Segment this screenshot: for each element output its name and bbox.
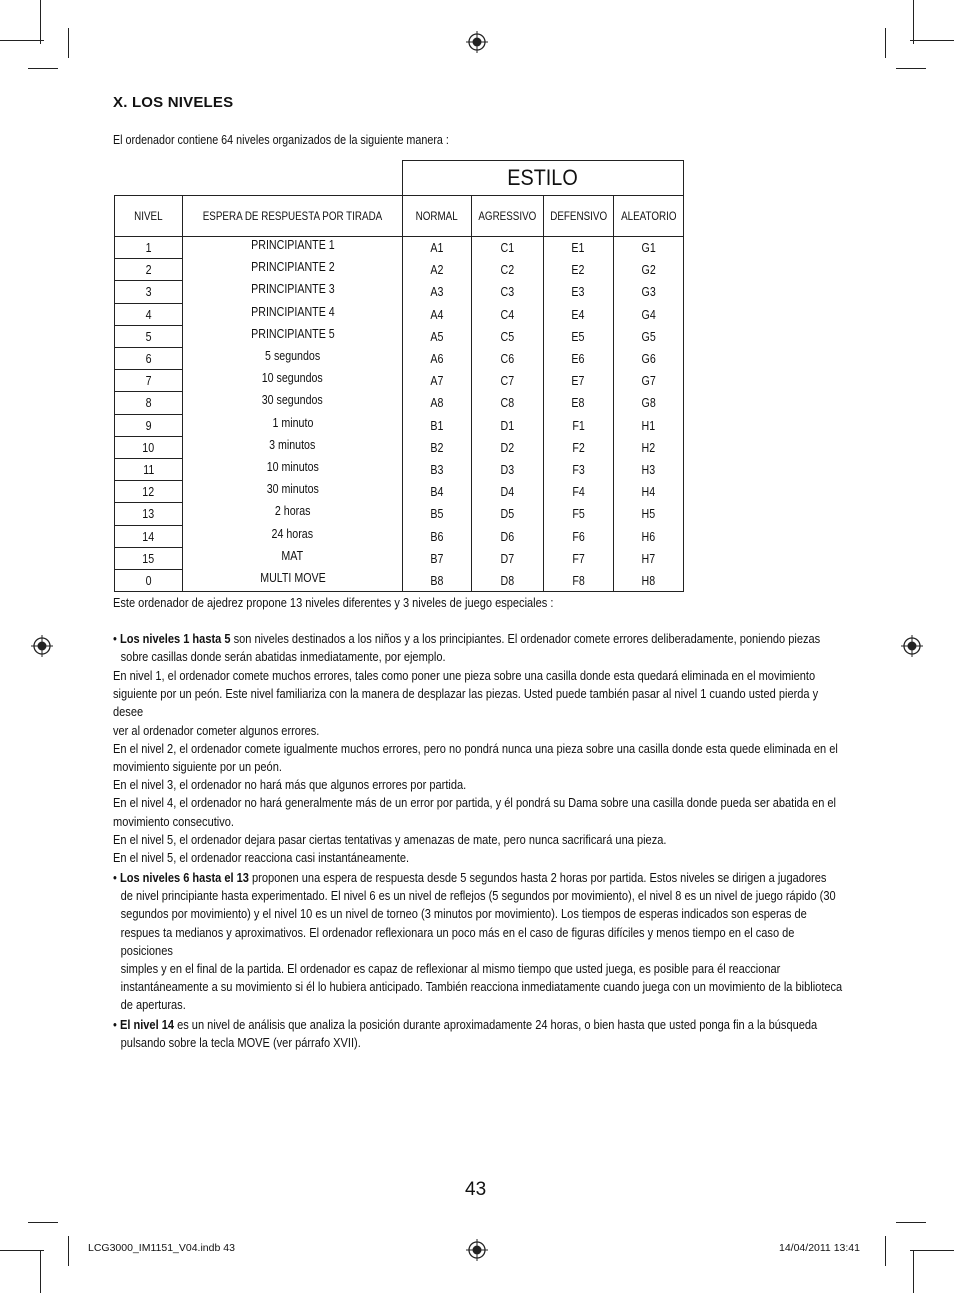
table-row xyxy=(115,459,684,481)
table-cell: G3 xyxy=(614,281,684,303)
table-cell: 30 segundos xyxy=(183,392,403,414)
table-row xyxy=(115,370,684,392)
crop-mark xyxy=(910,1250,954,1251)
table-cell: G6 xyxy=(614,348,684,370)
crop-mark xyxy=(40,1250,41,1293)
table-cell: A1 xyxy=(402,237,471,259)
table-cell: A8 xyxy=(402,392,471,414)
table-cell: B5 xyxy=(402,503,471,525)
paragraph-line: respues ta medianos y aproximativos. El ordenador reflexionara un poco más en el caso de figuras difíciles y menos tiempo en el caso de posiciones xyxy=(120,924,795,958)
table-cell: B8 xyxy=(402,570,471,592)
paragraph-line: En el nivel 2, el ordenador comete igualmente muchos errores, pero no pondrá nunca una pieza sobre una casilla donde esta quede eliminada en el xyxy=(113,740,838,756)
table-cell: B3 xyxy=(402,459,471,481)
crop-mark xyxy=(28,1222,58,1223)
table-row xyxy=(115,303,684,325)
table-cell: 11 xyxy=(115,459,183,481)
table-cell: C6 xyxy=(471,348,543,370)
table-cell: C4 xyxy=(471,303,543,325)
table-row xyxy=(115,525,684,547)
table-row xyxy=(115,436,684,458)
crop-mark xyxy=(885,1236,886,1266)
section-heading: X. LOS NIVELES xyxy=(113,94,234,111)
table-row xyxy=(115,325,684,347)
table-row xyxy=(115,348,684,370)
table-cell: PRINCIPIANTE 2 xyxy=(183,259,403,281)
crop-mark xyxy=(885,28,886,58)
table-row xyxy=(115,503,684,525)
table-cell: E7 xyxy=(543,370,613,392)
crop-mark xyxy=(910,40,954,41)
crop-mark xyxy=(896,68,926,69)
table-cell: 5 xyxy=(115,325,183,347)
table-cell: 3 minutos xyxy=(183,436,403,458)
table-cell: D1 xyxy=(471,414,543,436)
table-row xyxy=(115,237,684,259)
table-cell: D3 xyxy=(471,459,543,481)
table-cell: A3 xyxy=(402,281,471,303)
table-row xyxy=(115,547,684,569)
page-number: 43 xyxy=(465,1179,487,1200)
table-cell: 10 minutos xyxy=(183,459,403,481)
table-cell: B1 xyxy=(402,414,471,436)
table-cell: E6 xyxy=(543,348,613,370)
table-cell: A6 xyxy=(402,348,471,370)
bullet-text: son niveles destinados a los niños y a los principiantes. El ordenador comete errores deliberadamente, poniendo piezas xyxy=(230,631,821,646)
table-cell: G7 xyxy=(614,370,684,392)
footer-timestamp: 14/04/2011 13:41 xyxy=(779,1242,860,1254)
table-cell: 12 xyxy=(115,481,183,503)
table-cell: E8 xyxy=(543,392,613,414)
column-header: NORMAL xyxy=(402,196,471,237)
table-cell: E1 xyxy=(543,237,613,259)
column-header: AGRESSIVO xyxy=(471,196,543,237)
table-cell: A4 xyxy=(402,303,471,325)
bullet-text: sobre casillas donde serán abatidas inmediatamente, por ejemplo. xyxy=(120,649,446,665)
table-cell: 15 xyxy=(115,547,183,569)
table-cell: G4 xyxy=(614,303,684,325)
table-cell: B4 xyxy=(402,481,471,503)
bullet-text: es un nivel de análisis que analiza la posición durante aproximadamente 24 horas, o bien hasta que usted ponga fin a la búsqueda xyxy=(174,1017,818,1032)
bullet-lead: Los niveles 1 hasta 5 xyxy=(119,631,231,646)
table-cell: B6 xyxy=(402,525,471,547)
table-cell: C3 xyxy=(471,281,543,303)
paragraph-line: En el nivel 3, el ordenador no hará más que algunos errores por partida. xyxy=(113,777,467,793)
table-cell: F8 xyxy=(543,570,613,592)
registration-mark-icon xyxy=(466,1239,488,1261)
crop-mark xyxy=(896,1222,926,1223)
table-cell: D2 xyxy=(471,436,543,458)
paragraph-line: En el nivel 5, el ordenador reacciona casi instantáneamente. xyxy=(113,850,410,866)
table-cell: E2 xyxy=(543,259,613,281)
table-cell: H2 xyxy=(614,436,684,458)
paragraph-line: En el nivel 4, el ordenador no hará generalmente más de un error por partida, y él pondrá su Dama sobre una casilla donde pueda ser abatida en el xyxy=(113,795,837,811)
table-cell: MULTI MOVE xyxy=(183,570,403,592)
table-cell: E4 xyxy=(543,303,613,325)
table-cell: A2 xyxy=(402,259,471,281)
table-cell: 9 xyxy=(115,414,183,436)
paragraph-line: instantáneamente a su movimiento si él lo hubiera anticipado. También reacciona inmediatamente cuando juega con un movimiento de la biblioteca xyxy=(120,979,843,995)
table-cell: 14 xyxy=(115,525,183,547)
table-cell: E3 xyxy=(543,281,613,303)
table-cell: 5 segundos xyxy=(183,348,403,370)
table-cell: 1 minuto xyxy=(183,414,403,436)
bullet-lead: El nivel 14 xyxy=(119,1017,175,1032)
table-cell: 13 xyxy=(115,503,183,525)
paragraph-line: siguiente por un peón. Este nivel familiariza con la manera de desplazar las piezas. Usted puede también pasar al nivel 1 cuando usted pierda y desee xyxy=(113,686,819,720)
paragraph-line: segundos por movimiento) y el nivel 10 es un nivel de torneo (3 minutos por movimiento). Los tiempos de esperas indicados son esperas de xyxy=(120,906,807,922)
table-cell: B7 xyxy=(402,547,471,569)
table-cell: 2 horas xyxy=(183,503,403,525)
crop-mark xyxy=(0,40,44,41)
table-cell: PRINCIPIANTE 1 xyxy=(183,237,403,259)
crop-mark xyxy=(68,1236,69,1266)
table-cell: 10 xyxy=(115,436,183,458)
table-cell: H4 xyxy=(614,481,684,503)
table-cell: H1 xyxy=(614,414,684,436)
bullet-lead: Los niveles 6 hasta el 13 xyxy=(119,870,249,885)
table-cell: 1 xyxy=(115,237,183,259)
levels-1-5-details xyxy=(113,667,838,867)
table-cell: PRINCIPIANTE 3 xyxy=(183,281,403,303)
bullet-levels-6-13: • Los niveles 6 hasta el 13 proponen una espera de respuesta desde 5 segundos hasta 2 horas por partida. Estos niveles se dirigen a jugadores de nivel principiante hasta experimentado. El nivel 6 es un nivel de reflejos (5 segundos por movimiento), el nivel 8 es un nivel de juego rápido (30 segundos por movimiento) y el nivel 10 es un nivel de torneo (3 minutos por movimiento). Los tiempos de esperas indicados son esperas de respues ta medianos y aproximativos. El ordenador reflexionara un poco más en el caso de figuras difíciles y menos tiempo en el caso de posiciones simples y en el final de la partida. El ordenador es capaz de reflexionar al mismo tiempo que usted juega, es posible para él reaccionar instantáneamente a su movimiento si él lo hubiera anticipado. También reacciona inmediatamente cuando juega con un movimiento de la biblioteca de aperturas. xyxy=(113,869,838,1015)
table-cell: 3 xyxy=(115,281,183,303)
table-row xyxy=(115,259,684,281)
crop-mark xyxy=(913,1250,914,1293)
table-cell: MAT xyxy=(183,547,403,569)
table-cell: A7 xyxy=(402,370,471,392)
table-cell: G5 xyxy=(614,325,684,347)
summary-text: Este ordenador de ajedrez propone 13 niveles diferentes y 3 niveles de juego especiales : xyxy=(113,595,554,610)
table-row xyxy=(115,281,684,303)
table-cell: C1 xyxy=(471,237,543,259)
registration-mark-icon xyxy=(901,635,923,657)
crop-mark xyxy=(68,28,69,58)
paragraph-line: movimiento siguiente por un peón. xyxy=(113,759,282,775)
table-cell: H3 xyxy=(614,459,684,481)
table-cell: G2 xyxy=(614,259,684,281)
table-cell: C7 xyxy=(471,370,543,392)
registration-mark-icon xyxy=(31,635,53,657)
paragraph-line: de nivel principiante hasta experimentado. El nivel 6 es un nivel de reflejos (5 segundos por movimiento), el nivel 8 es un nivel de juego rápido (30 xyxy=(120,888,836,904)
table-cell: H8 xyxy=(614,570,684,592)
table-cell: B2 xyxy=(402,436,471,458)
style-header: ESTILO xyxy=(417,161,670,196)
table-row xyxy=(115,392,684,414)
bullet-text: proponen una espera de respuesta desde 5 segundos hasta 2 horas por partida. Estos niveles se dirigen a jugadores xyxy=(248,870,827,885)
column-header: ESPERA DE RESPUESTA POR TIRADA xyxy=(183,196,403,237)
paragraph-line: de aperturas. xyxy=(120,997,186,1013)
registration-mark-icon xyxy=(466,31,488,53)
table-cell: E5 xyxy=(543,325,613,347)
crop-mark xyxy=(40,0,41,44)
table-cell: 24 horas xyxy=(183,525,403,547)
table-cell: 2 xyxy=(115,259,183,281)
table-cell: 10 segundos xyxy=(183,370,403,392)
table-cell: C8 xyxy=(471,392,543,414)
table-cell: D4 xyxy=(471,481,543,503)
table-cell: G8 xyxy=(614,392,684,414)
table-cell: F1 xyxy=(543,414,613,436)
crop-mark xyxy=(913,0,914,44)
table-cell: 7 xyxy=(115,370,183,392)
crop-mark xyxy=(0,1250,44,1251)
table-cell: 4 xyxy=(115,303,183,325)
table-cell: 0 xyxy=(115,570,183,592)
table-cell: D7 xyxy=(471,547,543,569)
table-cell: A5 xyxy=(402,325,471,347)
table-cell: 6 xyxy=(115,348,183,370)
table-cell: H7 xyxy=(614,547,684,569)
column-header: DEFENSIVO xyxy=(543,196,613,237)
table-cell: D6 xyxy=(471,525,543,547)
table-cell: G1 xyxy=(614,237,684,259)
table-cell: F2 xyxy=(543,436,613,458)
table-cell: 8 xyxy=(115,392,183,414)
table-cell: C2 xyxy=(471,259,543,281)
table-cell: F3 xyxy=(543,459,613,481)
table-cell: F4 xyxy=(543,481,613,503)
paragraph-line: ver al ordenador cometer algunos errores. xyxy=(113,722,320,738)
paragraph-line: simples y en el final de la partida. El ordenador es capaz de reflexionar al mismo tiempo que usted juega, es posible para él reaccionar xyxy=(120,961,781,977)
paragraph-line: En el nivel 5, el ordenador dejara pasar ciertas tentativas y amenazas de mate, pero nunca sacrificará una pieza. xyxy=(113,831,667,847)
intro-text: El ordenador contiene 64 niveles organizados de la siguiente manera : xyxy=(113,133,449,147)
levels-table xyxy=(114,160,684,592)
crop-mark xyxy=(28,68,58,69)
table-cell: D8 xyxy=(471,570,543,592)
table-cell: H5 xyxy=(614,503,684,525)
column-header: NIVEL xyxy=(115,196,183,237)
table-cell: F7 xyxy=(543,547,613,569)
table-cell: 30 minutos xyxy=(183,481,403,503)
bullet-text: pulsando sobre la tecla MOVE (ver párrafo XVII). xyxy=(120,1035,361,1051)
table-header-row xyxy=(115,196,684,237)
table-cell: F6 xyxy=(543,525,613,547)
bullet-level-14: • El nivel 14 es un nivel de análisis que analiza la posición durante aproximadamente 24 horas, o bien hasta que usted ponga fin a la búsqueda pulsando sobre la tecla MOVE (ver párrafo XVII). xyxy=(113,1016,838,1052)
bullet-levels-1-5: • Los niveles 1 hasta 5 son niveles destinados a los niños y a los principiantes. El ordenador comete errores deliberadamente, poniendo piezas sobre casillas donde serán abatidas inmediatamente, por ejemplo. xyxy=(113,630,838,666)
table-row xyxy=(115,570,684,592)
table-row xyxy=(115,481,684,503)
table-cell: H6 xyxy=(614,525,684,547)
paragraph-line: En nivel 1, el ordenador comete muchos errores, tales como poner une pieza sobre una casilla donde esta quedará eliminada en el movimiento xyxy=(113,668,816,683)
table-cell: PRINCIPIANTE 4 xyxy=(183,303,403,325)
table-cell: D5 xyxy=(471,503,543,525)
table-cell: F5 xyxy=(543,503,613,525)
table-cell: PRINCIPIANTE 5 xyxy=(183,325,403,347)
footer-file-info: LCG3000_IM1151_V04.indb 43 xyxy=(88,1242,235,1254)
paragraph-line: movimiento consecutivo. xyxy=(113,813,234,829)
table-cell: C5 xyxy=(471,325,543,347)
column-header: ALEATORIO xyxy=(614,196,684,237)
table-row xyxy=(115,414,684,436)
